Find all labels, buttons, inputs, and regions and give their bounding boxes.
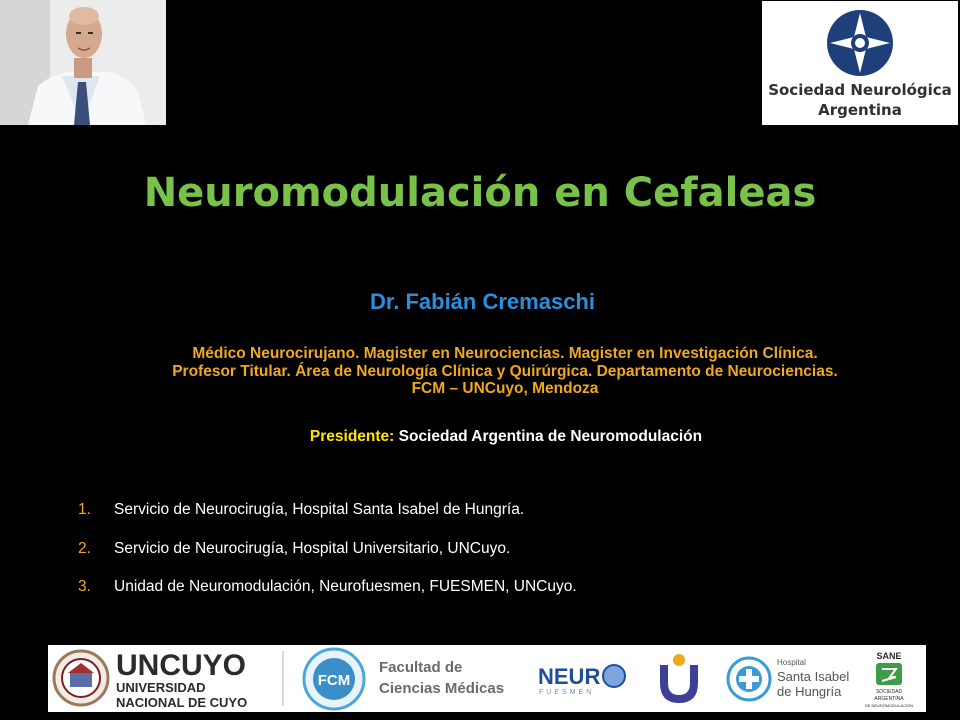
neuro-name: NEUR [538,664,601,689]
fcm-badge: FCM [317,672,351,689]
president-line [0,428,960,446]
affiliation-item [78,501,524,519]
fcm-line2: Ciencias Médicas [379,680,505,697]
president-value: Sociedad Argentina de Neuromodulación [394,428,703,445]
brain-icon [603,665,625,687]
uncuyo-seal-icon [54,651,108,705]
uncuyo-sub1: UNIVERSIDAD [116,680,206,695]
speaker-credentials [0,345,960,398]
president-label: Presidente: [309,428,395,445]
uncuyo-name: UNCUYO [116,649,247,682]
affiliation-number: 2. [78,540,91,557]
speaker-name: Dr. Fabián Cremaschi [370,289,595,314]
uncuyo-sub2: NACIONAL DE CUYO [116,695,248,710]
hospital-line2: de Hungría [777,684,842,699]
credential-line: Médico Neurocirujano. Magister en Neurociencias. Magister en Investigación Clínica. [192,345,818,362]
hospital-line1: Santa Isabel [777,669,850,684]
hospital-logo-icon [728,658,770,700]
affiliation-number: 3. [78,578,91,595]
university-hospital-logo-icon [660,654,698,703]
sna-logo [762,1,958,125]
sane-sub2: ARGENTINA [874,696,904,702]
credential-line: Profesor Titular. Área de Neurología Clínica y Quirúrgica. Departamento de Neurociencias. [172,362,838,380]
affiliation-item [78,578,577,596]
footer-logos [48,645,926,712]
sane-name: SANE [876,651,902,661]
sna-name-line2: Argentina [818,101,902,119]
affiliation-text: Servicio de Neurocirugía, Hospital Universitario, UNCuyo. [114,540,511,557]
sna-emblem-icon [826,9,894,77]
neuro-sub: FUESMEN [539,689,595,696]
credential-line: FCM – UNCuyo, Mendoza [411,380,599,397]
sane-sub3: DE NEUROMODULACIÓN [864,703,914,708]
sane-sub1: SOCIEDAD [875,689,903,695]
affiliation-number: 1. [78,501,91,518]
sna-name-line1: Sociedad Neurológica [768,81,952,99]
affiliation-text: Servicio de Neurocirugía, Hospital Santa Isabel de Hungría. [114,501,525,518]
fcm-line1: Facultad de [379,659,463,676]
affiliation-text: Unidad de Neuromodulación, Neurofuesmen, FUESMEN, UNCuyo. [114,578,577,595]
slide-title: Neuromodulación en Cefaleas [143,170,817,216]
speaker-photo [0,0,166,125]
affiliation-item [78,540,510,558]
hospital-small: Hospital [777,658,806,667]
sane-emblem-icon [876,663,902,685]
